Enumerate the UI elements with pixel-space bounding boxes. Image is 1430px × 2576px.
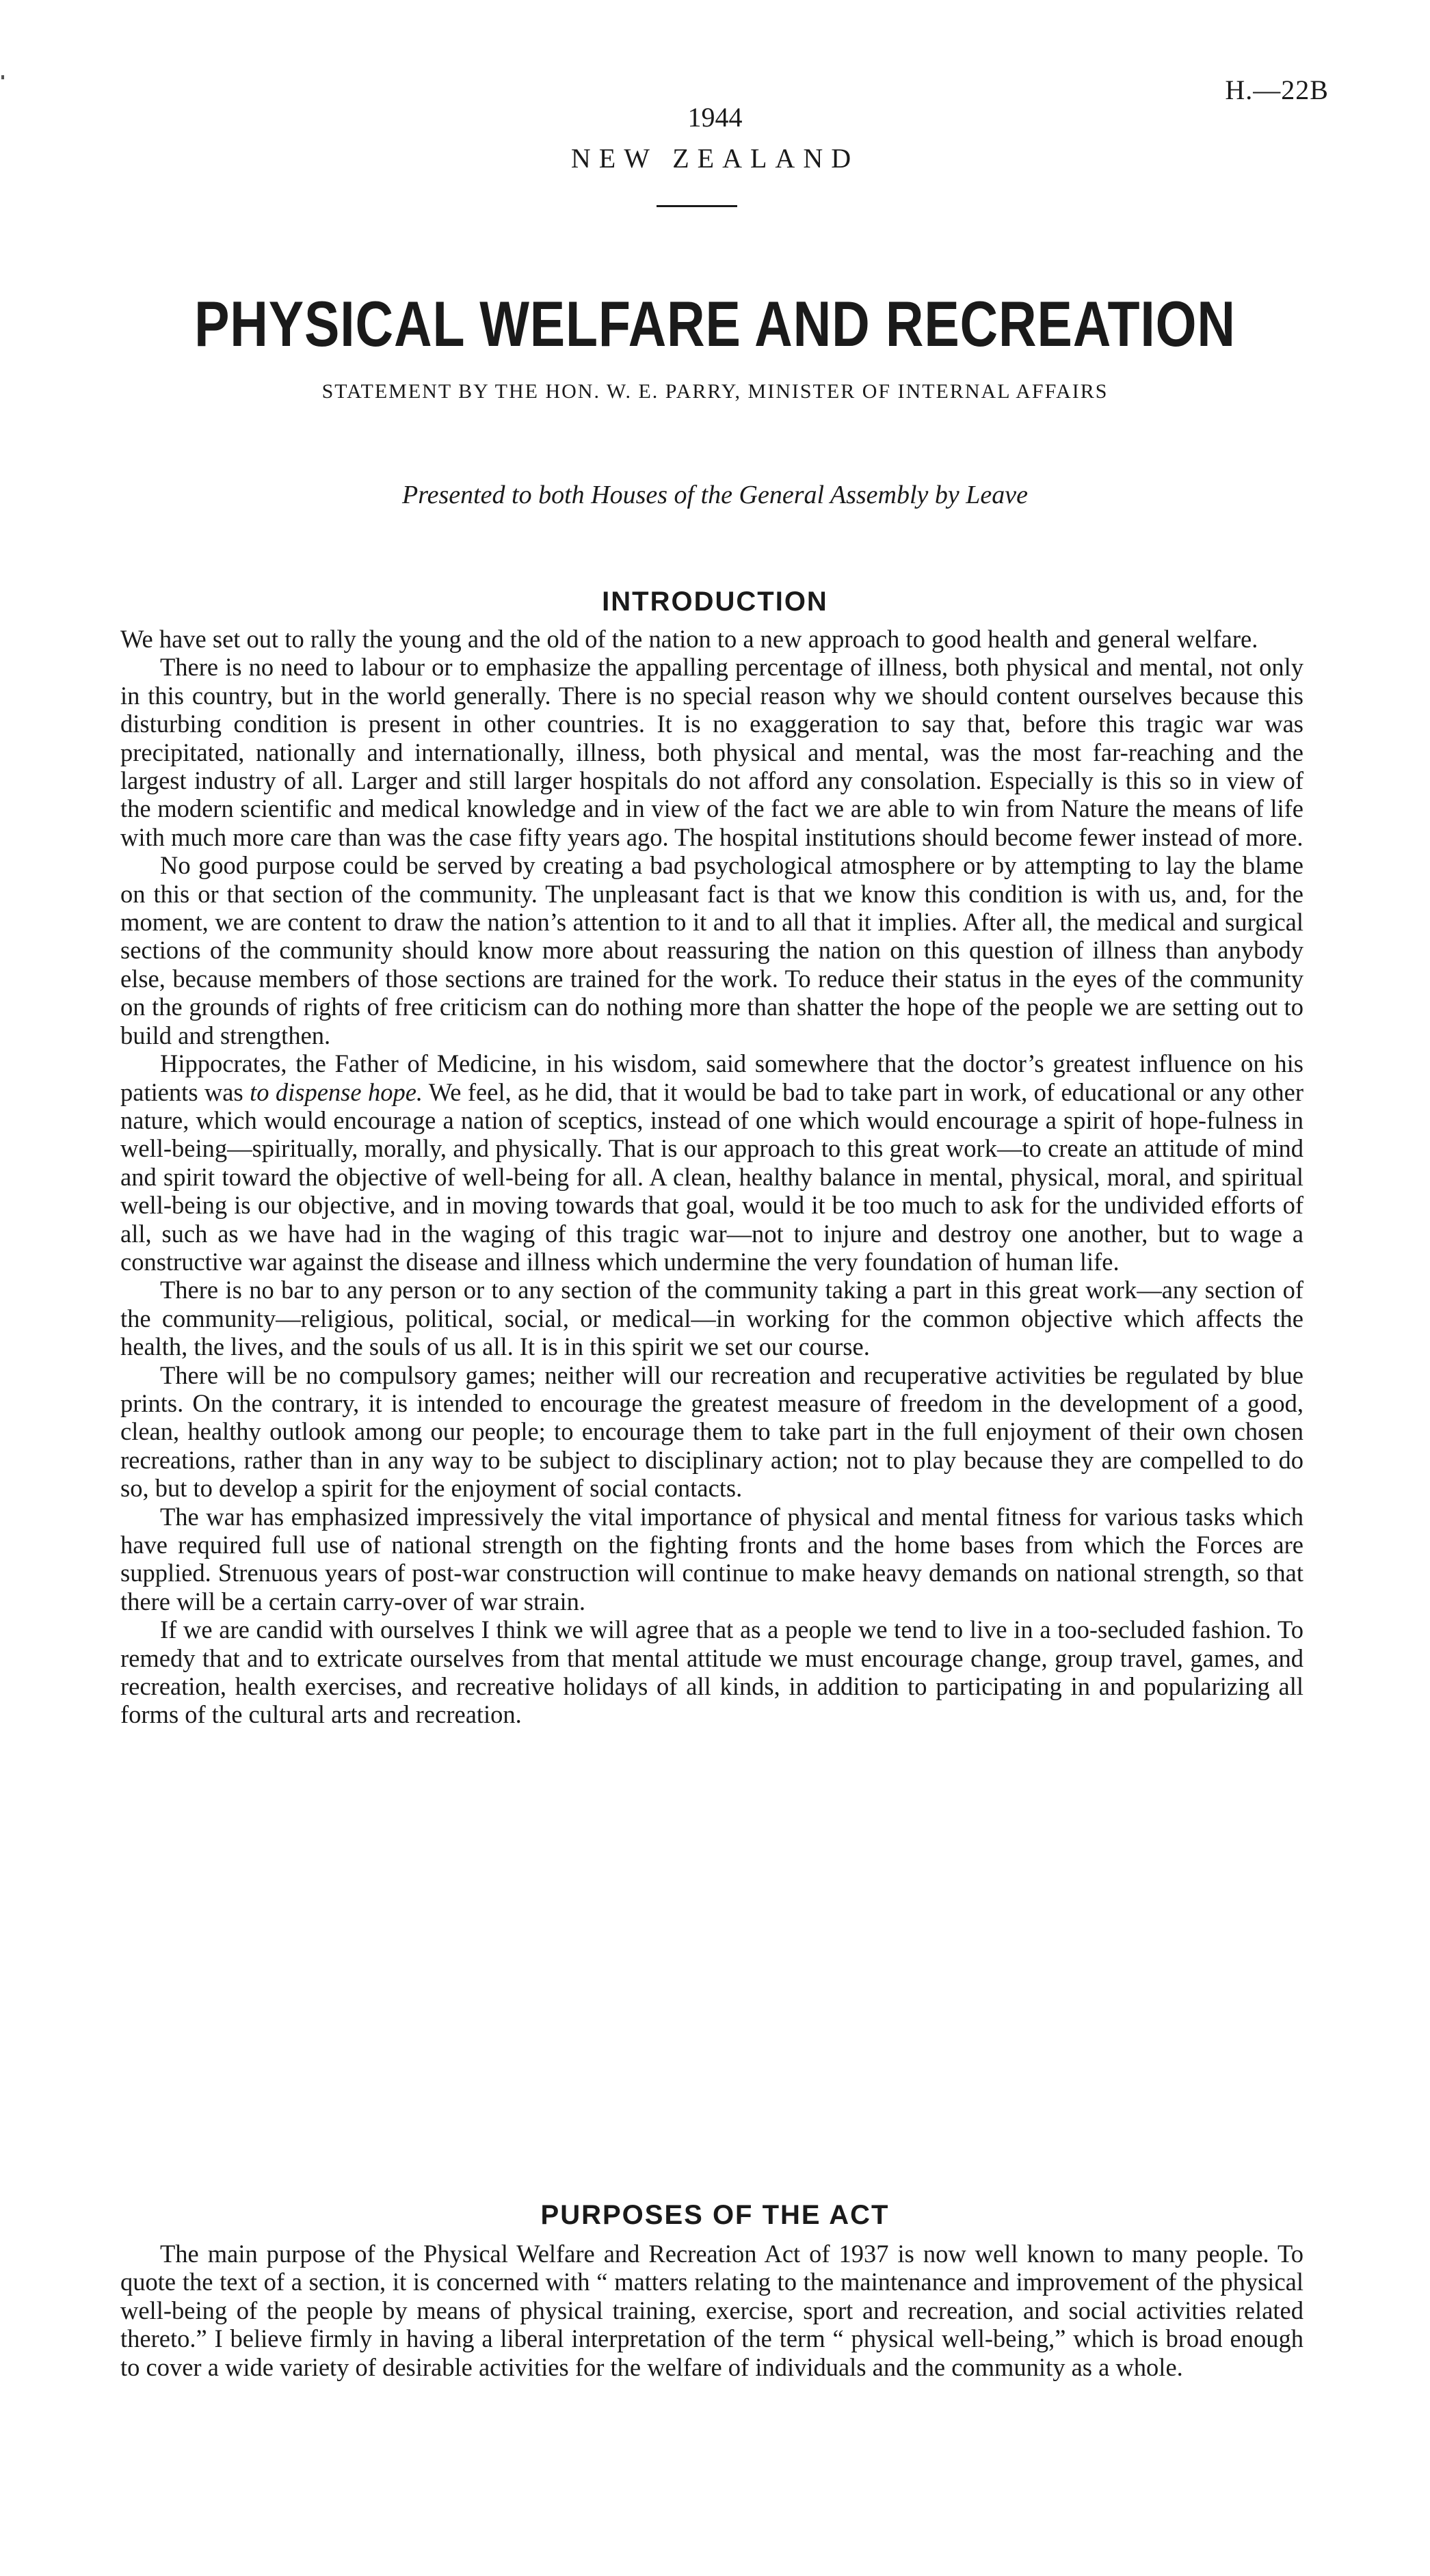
intro-paragraph-3: No good purpose could be served by creating a bad psychological atmosphere or by attempting to lay the blame on this or that section of the community. The unpleasant fact is that we know this condition is with us, and, for the moment, we are content to draw the nation’s attention to it and to all that it implies. After all, the medical and surgical sections of the community should know more about reassuring the nation on this question of illness than anybody else, because members of those sections are trained for the work. To reduce their status in the eyes of the community on the grounds of rights of free criticism can do nothing more than shatter the hope of the people we are setting out to build and strengthen. (120, 851, 1303, 1049)
document-reference: H.—22B (1225, 75, 1329, 105)
intro-paragraph-7: The war has emphasized impressively the vital importance of physical and mental fitness for various tasks which have required full use of national strength on the fighting fronts and the home bases from which the Forces are supplied. Strenuous years of post-war construction will continue to make heavy demands on national strength, so that there will be a certain carry-over of war strain. (120, 1502, 1303, 1615)
document-subtitle: STATEMENT BY THE HON. W. E. PARRY, MINISTER OF INTERNAL AFFAIRS (321, 380, 1109, 403)
introduction-heading: INTRODUCTION (602, 587, 828, 617)
hippocrates-text-before: Hippocrates, the Father of Medicine, in his wisdom, said somewhere that the doctor’s greatest influence on his patients was (120, 1049, 1303, 1106)
publication-year: 1944 (687, 102, 743, 133)
document-title: PHYSICAL WELFARE AND RECREATION (194, 288, 1236, 360)
intro-paragraph-5: There is no bar to any person or to any section of the community taking a part in this great work—any section of the community—religious, political, social, or medical—in working for the common objective which affects the health, the lives, and the souls of us all. It is in this spirit we set our course. (120, 1276, 1303, 1361)
hippocrates-text-after: We feel, as he did, that it would be bad to take part in work, of educational or any other nature, which would encourage a nation of sceptics, instead of one which would encourage a spirit of hope-fulness in well-being—spiritually, morally, and physically. That is our approach to this great work—to create an attitude of mind and spirit toward the objective of well-being for all. A clean, healthy balance in mental, physical, moral, and spiritual well-being is our objective, and in moving towards that goal, would it be too much to ask for the undivided efforts of all, such as we have had in the waging of this tragic war—not to injure and destroy one another, but to wage a constructive war against the disease and illness which undermine the very foundation of human life. (120, 1077, 1303, 1276)
title-divider (657, 205, 737, 207)
intro-paragraph-8: If we are candid with ourselves I think we will agree that as a people we tend to live in a too-secluded fashion. To remedy that and to extricate ourselves from that mental attitude we must encourage change, group travel, games, and recreation, health exercises, and recreative holidays of all kinds, in addition to participating in and popularizing all forms of the cultural arts and recreation. (120, 1615, 1303, 1729)
intro-paragraph-6: There will be no compulsory games; neither will our recreation and recuperative activities be regulated by blue prints. On the contrary, it is intended to encourage the greatest measure of freedom in the development of a good, clean, healthy outlook among our people; to encourage them to take part in the full enjoyment of their own chosen recreations, rather than in any way to be subject to disciplinary action; not to play because they are compelled to do so, but to develop a spirit for the enjoyment of social contacts. (120, 1360, 1303, 1503)
presentation-note: Presented to both Houses of the General Assembly by Leave (402, 481, 1028, 509)
intro-paragraph-hippocrates (120, 1049, 1303, 1276)
purposes-heading: PURPOSES OF THE ACT (540, 2200, 890, 2230)
intro-paragraph-1: We have set out to rally the young and the old of the nation to a new approach to good health and general welfare. (120, 625, 1258, 653)
country-heading: NEW ZEALAND (570, 143, 860, 174)
margin-speck (1, 75, 4, 79)
intro-paragraph-2: There is no need to labour or to emphasize the appalling percentage of illness, both physical and mental, not only in this country, but in the world generally. There is no special reason why we should content ourselves because this disturbing condition is present in other countries. It is no exaggeration to say that, before this tragic war was precipitated, nationally and internationally, illness, both physical and mental, was the most far-reaching and the largest industry of all. Larger and still larger hospitals do not afford any consolation. Especially is this so in view of the modern scientific and medical knowledge and in view of the fact we are able to win from Nature the means of life with much more care than was the case fifty years ago. The hospital institutions should become fewer instead of more. (120, 653, 1303, 851)
purposes-body (120, 2240, 1303, 2381)
introduction-body (120, 625, 1303, 1729)
purposes-paragraph: The main purpose of the Physical Welfare and Recreation Act of 1937 is now well known to many people. To quote the text of a section, it is concerned with “ matters relating to the maintenance and improvement of the physical well-being of the people by means of physical training, exercise, sport and recreation, and social activities related thereto.” I believe firmly in having a liberal interpretation of the term “ physical well-being,” which is broad enough to cover a wide variety of desirable activities for the welfare of individuals and the community as a whole. (120, 2240, 1303, 2381)
hippocrates-emphasis: to dispense hope. (250, 1077, 423, 1106)
